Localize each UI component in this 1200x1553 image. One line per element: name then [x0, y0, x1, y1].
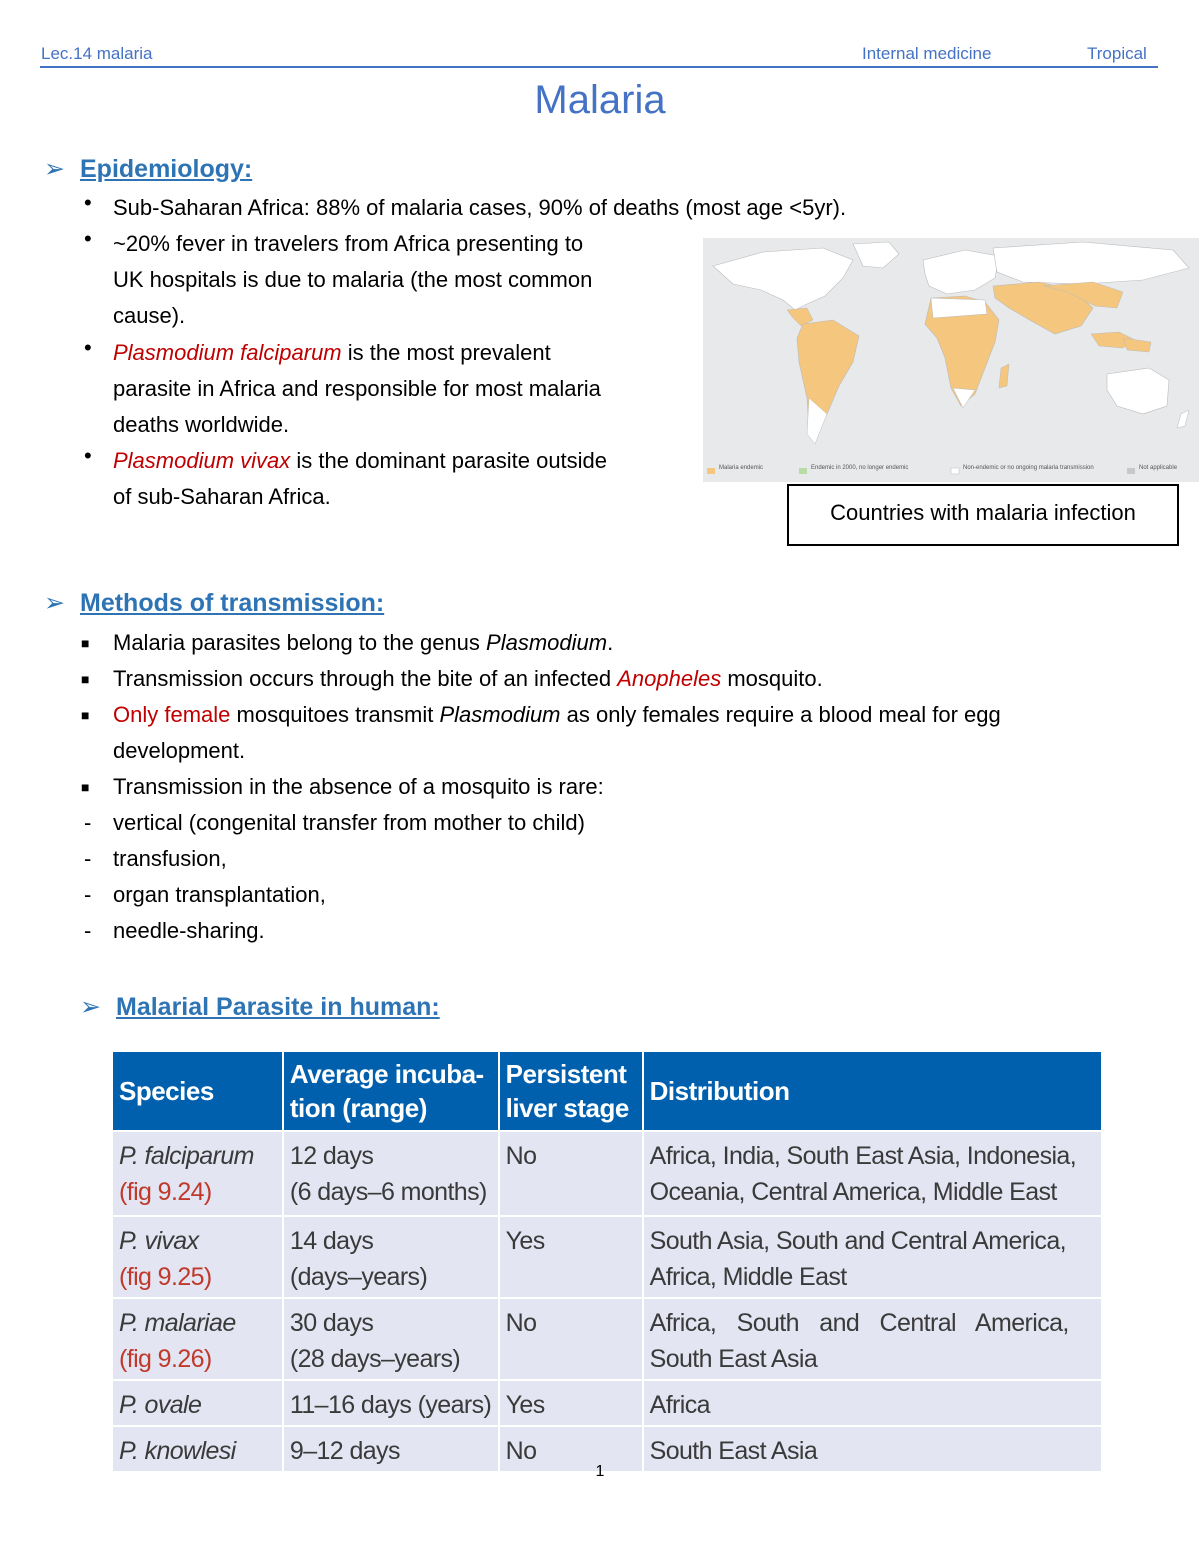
cell-incubation: [283, 1131, 499, 1216]
bullet-icon: •: [84, 190, 92, 215]
text-span: mosquitoes transmit: [230, 702, 440, 727]
distribution-line: South Asia, South and Central America,: [649, 1227, 1066, 1255]
incubation-range: (6 days–6 months): [289, 1178, 487, 1206]
bullet-icon: •: [84, 335, 92, 360]
figure-ref: (fig 9.24): [119, 1178, 212, 1206]
cell-liver-stage: Yes: [499, 1216, 643, 1298]
trans-bullet-1: [113, 625, 613, 661]
incubation-avg: 14 days: [289, 1227, 374, 1255]
cell-incubation: 9–12 days: [283, 1426, 499, 1471]
section-transmission-heading: [44, 588, 384, 618]
dash-bullet-icon: -: [84, 846, 92, 871]
epi-bullet-2-line2: UK hospitals is due to malaria (the most common: [113, 267, 593, 292]
section-epidemiology-heading: [44, 154, 252, 184]
cell-incubation: [283, 1298, 499, 1380]
dash-bullet-icon: -: [84, 810, 92, 835]
text-span: mosquito.: [721, 666, 823, 691]
col-header-distribution: Distribution: [643, 1052, 1102, 1131]
text-span: Malaria parasites belong to the genus: [113, 630, 487, 655]
trans-bullet-2: [113, 661, 823, 697]
text-span: is the most prevalent: [341, 340, 551, 365]
incubation-avg: 30 days: [289, 1309, 374, 1337]
figure-ref: (fig 9.25): [119, 1263, 212, 1291]
species-name: P. falciparum: [119, 1142, 254, 1170]
cell-incubation: 11–16 days (years): [283, 1380, 499, 1426]
distribution-line: South East Asia: [649, 1345, 818, 1373]
cell-distribution: Africa: [643, 1380, 1102, 1426]
trans-bullet-4: Transmission in the absence of a mosquito is rare:: [113, 774, 604, 799]
table-row: [113, 1216, 1102, 1298]
distribution-line: Oceania, Central America, Middle East: [649, 1178, 1057, 1206]
figure-ref: (fig 9.26): [119, 1345, 212, 1373]
text-span: Transmission occurs through the bite of an infected: [113, 666, 618, 691]
cell-distribution: [643, 1298, 1102, 1380]
cell-liver-stage: Yes: [499, 1380, 643, 1426]
header-rule: [40, 66, 1158, 68]
epi-bullet-2-line3: cause).: [113, 303, 186, 328]
map-legend-former: Endemic in 2000, no longer endemic: [811, 465, 909, 471]
species-name: P. malariae: [119, 1309, 236, 1337]
genus-plasmodium: Plasmodium: [439, 702, 561, 727]
distribution-line: Africa, South and Central America,: [649, 1309, 1069, 1337]
table-row: [113, 1131, 1102, 1216]
header-line: Persistent: [505, 1059, 627, 1089]
table-row: [113, 1298, 1102, 1380]
cell-distribution: South East Asia: [643, 1426, 1102, 1471]
square-bullet-icon: ■: [81, 707, 90, 723]
text-span: as only females require a blood meal for egg: [560, 702, 1001, 727]
bullet-icon: •: [84, 226, 92, 251]
species-vivax: Plasmodium vivax: [113, 448, 291, 473]
map-legend-na: Not applicable: [1139, 465, 1178, 471]
species-name: P. vivax: [119, 1227, 199, 1255]
trans-bullet-3-line2: development.: [113, 738, 246, 763]
text-span: is the dominant parasite outside: [290, 448, 608, 473]
parasite-heading-text: Malarial Parasite in human:: [116, 993, 440, 1021]
page-title: Malaria: [534, 78, 666, 122]
section-parasite-heading: [80, 992, 440, 1022]
trans-dash-2: transfusion,: [113, 846, 227, 871]
distribution-line: Africa, India, South East Asia, Indonesia,: [649, 1142, 1077, 1170]
map-legend-nonendemic: Non-endemic or no ongoing malaria transmission: [963, 465, 1094, 471]
cell-species: P. ovale: [113, 1380, 283, 1426]
cell-distribution: [643, 1131, 1102, 1216]
cell-species: P. knowlesi: [113, 1426, 283, 1471]
page-number: 1: [595, 1463, 605, 1480]
map-caption: Countries with malaria infection: [787, 484, 1179, 546]
only-female-text: Only female: [113, 702, 231, 727]
dash-bullet-icon: -: [84, 918, 92, 943]
trans-bullet-3-line1: [113, 697, 1001, 733]
header-category: Tropical: [1087, 44, 1147, 63]
square-bullet-icon: ■: [81, 635, 90, 651]
dash-bullet-icon: -: [84, 882, 92, 907]
arrow-bullet-icon: ➢: [44, 589, 65, 617]
epidemiology-heading-text: Epidemiology:: [80, 155, 253, 183]
genus-plasmodium: Plasmodium: [486, 630, 608, 655]
header-line: liver stage: [505, 1093, 629, 1123]
epi-bullet-4-line1: [113, 443, 607, 479]
header-line: Average incuba-: [289, 1059, 484, 1089]
cell-liver-stage: No: [499, 1426, 643, 1471]
text-span: .: [607, 630, 614, 655]
header-line: tion (range): [289, 1093, 427, 1123]
arrow-bullet-icon: ➢: [44, 155, 65, 183]
arrow-bullet-icon: ➢: [80, 993, 101, 1021]
epi-bullet-1: Sub-Saharan Africa: 88% of malaria cases, 90% of deaths (most age <5yr).: [113, 195, 847, 220]
trans-dash-1: vertical (congenital transfer from mother to child): [113, 810, 585, 835]
bullet-icon: •: [84, 443, 92, 468]
epi-bullet-3-line2: parasite in Africa and responsible for most malaria: [113, 376, 601, 401]
header-lecture: Lec.14 malaria: [41, 44, 153, 63]
incubation-avg: 12 days: [289, 1142, 374, 1170]
cell-liver-stage: No: [499, 1131, 643, 1216]
trans-dash-3: organ transplantation,: [113, 882, 326, 907]
incubation-range: (days–years): [289, 1263, 428, 1291]
map-legend-endemic: Malaria endemic: [719, 465, 764, 471]
col-header-species: Species: [113, 1052, 283, 1131]
epi-bullet-3-line3: deaths worldwide.: [113, 412, 290, 437]
world-malaria-map: [703, 238, 1199, 482]
cell-liver-stage: No: [499, 1298, 643, 1380]
genus-anopheles: Anopheles: [617, 666, 722, 691]
trans-dash-4: needle-sharing.: [113, 918, 265, 943]
cell-species: [113, 1298, 283, 1380]
map-graphic: [703, 238, 1199, 482]
col-header-liver-stage: [499, 1052, 643, 1131]
cell-species: [113, 1131, 283, 1216]
col-header-incubation: [283, 1052, 499, 1131]
incubation-range: (28 days–years): [289, 1345, 461, 1373]
epi-bullet-3-line1: [113, 335, 551, 371]
table-row: [113, 1380, 1102, 1426]
cell-incubation: [283, 1216, 499, 1298]
epi-bullet-4-line2: of sub-Saharan Africa.: [113, 484, 331, 509]
distribution-line: Africa, Middle East: [649, 1263, 847, 1291]
parasite-table: [113, 1052, 1103, 1471]
cell-distribution: [643, 1216, 1102, 1298]
cell-species: [113, 1216, 283, 1298]
square-bullet-icon: ■: [81, 779, 90, 795]
header-subject: Internal medicine: [862, 44, 992, 63]
transmission-heading-text: Methods of transmission:: [80, 589, 385, 617]
table-header-row: [113, 1052, 1102, 1131]
epi-bullet-2-line1: ~20% fever in travelers from Africa presenting to: [113, 231, 584, 256]
square-bullet-icon: ■: [81, 671, 90, 687]
species-falciparum: Plasmodium falciparum: [113, 340, 342, 365]
